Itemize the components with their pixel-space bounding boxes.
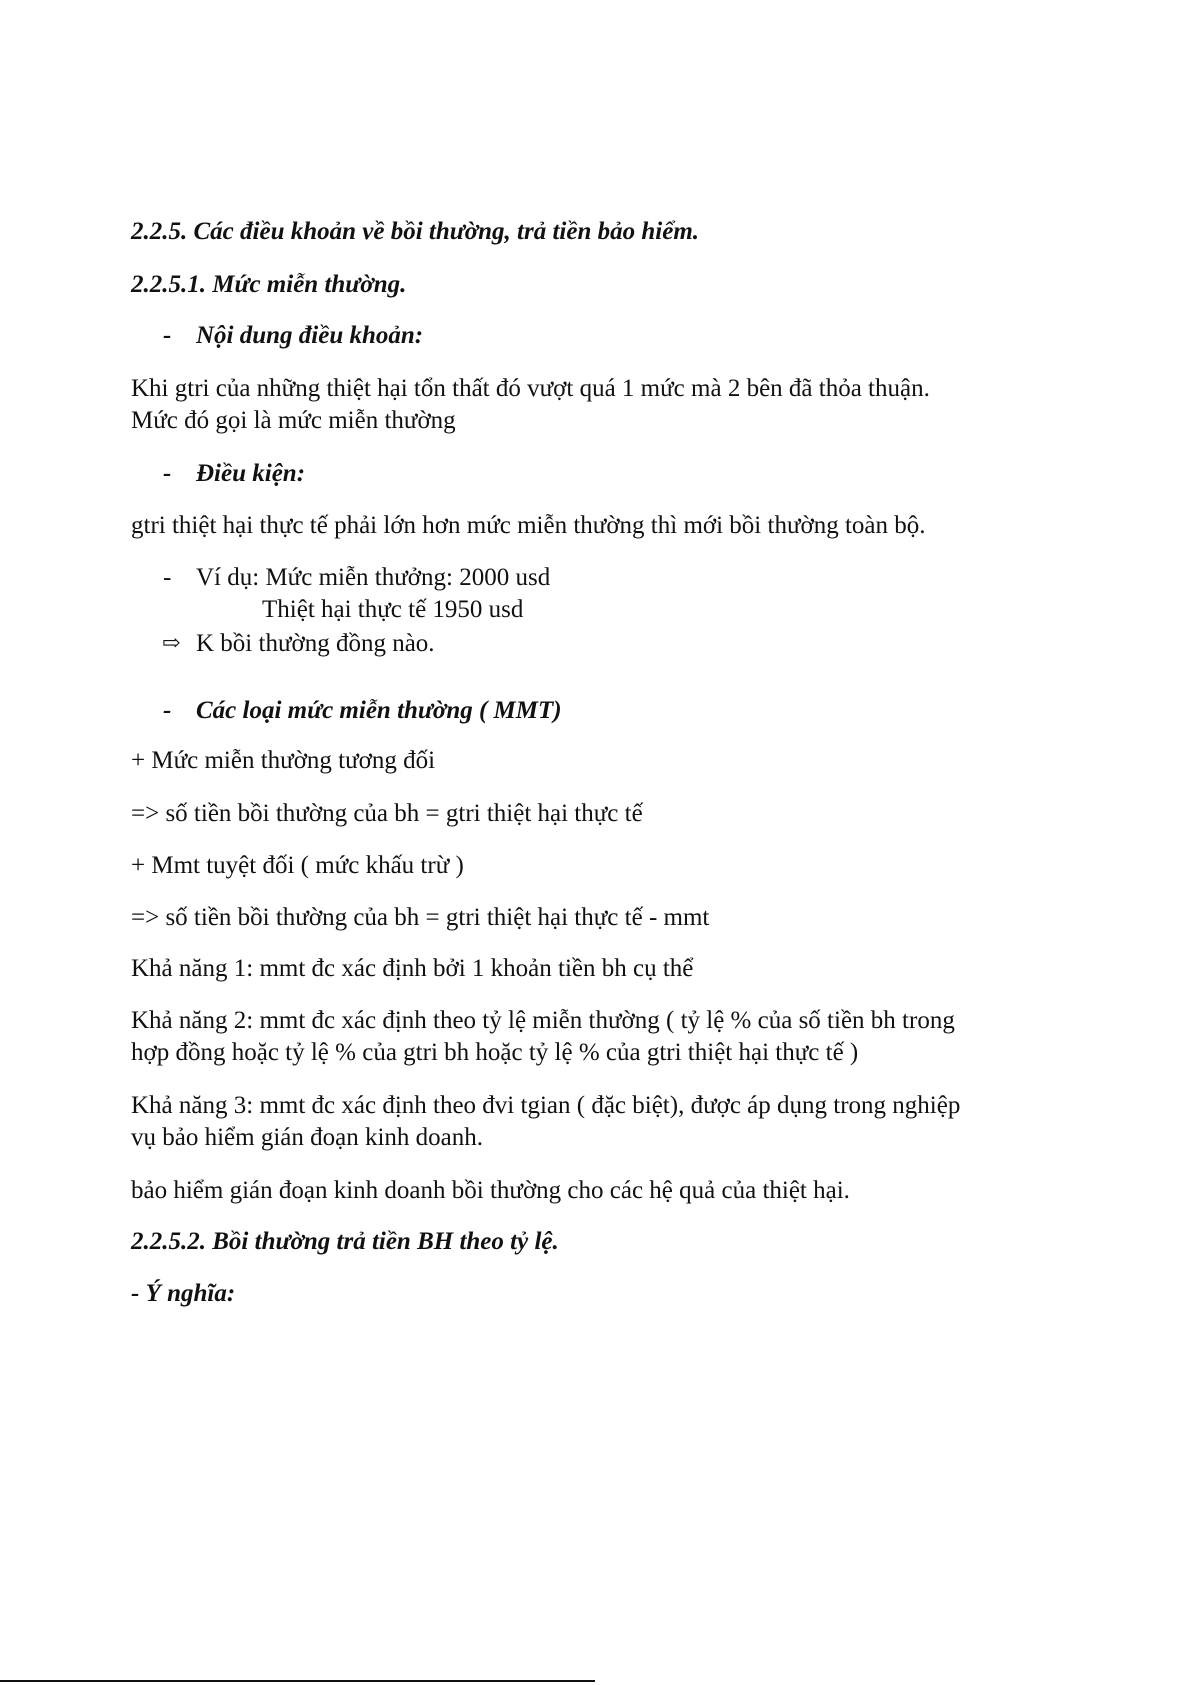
- meaning-label: - Ý nghĩa:: [131, 1280, 236, 1307]
- types-absolute-formula: => số tiền bồi thường của bh = gtri thiệt hại thực tế - mmt: [131, 904, 710, 931]
- interruption-para: bảo hiểm gián đoạn kinh doanh bồi thường cho các hệ quả của thiệt hại.: [131, 1177, 850, 1204]
- bullet-dash: -: [163, 460, 172, 487]
- types-relative-formula: => số tiền bồi thường của bh = gtri thiệt hại thực tế: [131, 800, 643, 827]
- possibility-3-line1: Khả năng 3: mmt đc xác định theo đvi tgian ( đặc biệt), được áp dụng trong nghiệp: [131, 1092, 961, 1119]
- bottom-rule: [0, 1680, 595, 1682]
- types-relative: + Mức miễn thường tương đối: [131, 747, 436, 774]
- bullet-dash: -: [163, 564, 172, 591]
- heading-sub2: 2.2.5.2. Bồi thường trả tiền BH theo tỷ lệ.: [131, 1228, 559, 1255]
- possibility-2-line2: hợp đồng hoặc tỷ lệ % của gtri bh hoặc tỷ lệ % của gtri thiệt hại thực tế ): [131, 1039, 859, 1066]
- types-absolute: + Mmt tuyệt đối ( mức khấu trừ ): [131, 852, 464, 879]
- content-para-line2: Mức đó gọi là mức miễn thường: [131, 407, 456, 434]
- heading-main: 2.2.5. Các điều khoản về bồi thường, trả tiền bảo hiểm.: [131, 218, 700, 245]
- bullet-types-label: Các loại mức miễn thường ( MMT): [196, 697, 562, 724]
- possibility-1: Khả năng 1: mmt đc xác định bởi 1 khoản tiền bh cụ thể: [131, 955, 694, 982]
- possibility-3-line2: vụ bảo hiểm gián đoạn kinh doanh.: [131, 1124, 484, 1151]
- bullet-dash: -: [163, 322, 172, 349]
- bullet-content-label: Nội dung điều khoản:: [196, 322, 424, 349]
- example-line1: Ví dụ: Mức miễn thưởng: 2000 usd: [196, 564, 551, 591]
- arrow-icon: ⇨: [162, 630, 181, 655]
- condition-para: gtri thiệt hại thực tế phải lớn hơn mức miễn thường thì mới bồi thường toàn bộ.: [131, 512, 926, 539]
- example-line2: Thiệt hại thực tế 1950 usd: [262, 596, 524, 623]
- possibility-2-line1: Khả năng 2: mmt đc xác định theo tỷ lệ miễn thường ( tỷ lệ % của số tiền bh trong: [131, 1007, 955, 1034]
- bullet-condition-label: Điều kiện:: [196, 460, 306, 487]
- content-para-line1: Khi gtri của những thiệt hại tổn thất đó vượt quá 1 mức mà 2 bên đã thỏa thuận.: [131, 375, 930, 402]
- bullet-dash: -: [163, 697, 172, 724]
- example-result: K bồi thường đồng nào.: [196, 630, 435, 657]
- heading-sub1: 2.2.5.1. Mức miễn thường.: [131, 271, 407, 298]
